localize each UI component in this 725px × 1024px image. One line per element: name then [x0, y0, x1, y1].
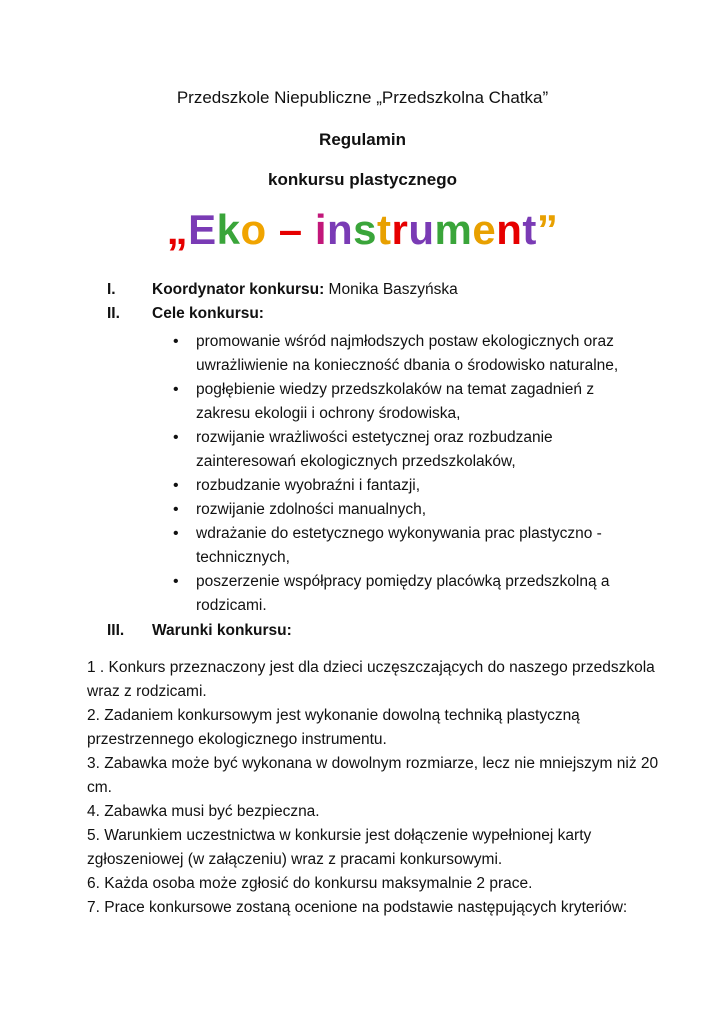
- coordinator-name: Monika Baszyńska: [324, 281, 458, 298]
- rules-list: [87, 656, 667, 920]
- contest-name-letter: u: [408, 206, 435, 253]
- rule-item: 6. Każda osoba może zgłosić do konkursu maksymalnie 2 prace.: [87, 875, 533, 892]
- list-item: • rozwijanie wrażliwości estetycznej oraz rozbudzanie zainteresowań ekologicznych przedszkolaków,: [173, 426, 643, 474]
- list-item: • promowanie wśród najmłodszych postaw ekologicznych oraz uwrażliwienie na konieczność dbania o środowisko naturalne,: [173, 330, 643, 378]
- contest-name-letter: i: [314, 206, 327, 253]
- contest-name-letter: ”: [536, 206, 559, 253]
- contest-name-letter: n: [496, 206, 523, 253]
- section-number: II.: [107, 305, 120, 322]
- contest-name-letter: r: [391, 206, 409, 253]
- list-item: • rozwijanie zdolności manualnych,: [173, 498, 643, 522]
- rule-item: 1 . Konkurs przeznaczony jest dla dzieci uczęszczających do naszego przedszkola wraz z rodzicami.: [87, 659, 655, 700]
- contest-name-letter: „: [166, 206, 189, 253]
- section-label: Cele konkursu:: [152, 305, 264, 322]
- contest-name-letter: e: [472, 206, 497, 253]
- list-item: • poszerzenie współpracy pomiędzy placówką przedszkolną a rodzicami.: [173, 570, 643, 618]
- section-label: Warunki konkursu:: [152, 622, 292, 639]
- rule-item: 2. Zadaniem konkursowym jest wykonanie dowolną techniką plastyczną przestrzennego ekologicznego instrumentu.: [87, 707, 580, 748]
- section-label: Koordynator konkursu:: [152, 281, 325, 298]
- list-item: • rozbudzanie wyobraźni i fantazji,: [173, 474, 643, 498]
- document-title: Regulamin: [319, 130, 406, 149]
- contest-name-letter: m: [434, 206, 473, 253]
- contest-name-letter: t: [377, 206, 392, 253]
- rule-item: 3. Zabawka może być wykonana w dowolnym rozmiarze, lecz nie mniejszym niż 20 cm.: [87, 755, 659, 796]
- list-item: • pogłębienie wiedzy przedszkolaków na temat zagadnień z zakresu ekologii i ochrony środowiska,: [173, 378, 643, 426]
- goals-list: [173, 330, 643, 618]
- rule-item: 4. Zabawka musi być bezpieczna.: [87, 803, 320, 820]
- contest-name-letter: k: [216, 206, 241, 253]
- contest-name-letter: –: [266, 206, 315, 253]
- rule-item: 5. Warunkiem uczestnictwa w konkursie jest dołączenie wypełnionej karty zgłoszeniowej (w załączeniu) wraz z pracami konkursowymi.: [87, 827, 592, 868]
- document-subtitle: konkursu plastycznego: [268, 170, 457, 189]
- contest-name-letter: t: [522, 206, 537, 253]
- contest-name-letter: n: [327, 206, 354, 253]
- section-number: III.: [107, 622, 125, 639]
- rule-item: 7. Prace konkursowe zostaną ocenione na podstawie następujących kryteriów:: [87, 899, 628, 916]
- section-number: I.: [107, 281, 116, 298]
- contest-name-letter: E: [188, 206, 217, 253]
- contest-name-letter: s: [353, 206, 378, 253]
- contest-name: [0, 206, 725, 254]
- school-name: Przedszkole Niepubliczne „Przedszkolna Chatka”: [176, 88, 549, 107]
- list-item: • wdrażanie do estetycznego wykonywania prac plastyczno - technicznych,: [173, 522, 643, 570]
- contest-name-letter: o: [240, 206, 267, 253]
